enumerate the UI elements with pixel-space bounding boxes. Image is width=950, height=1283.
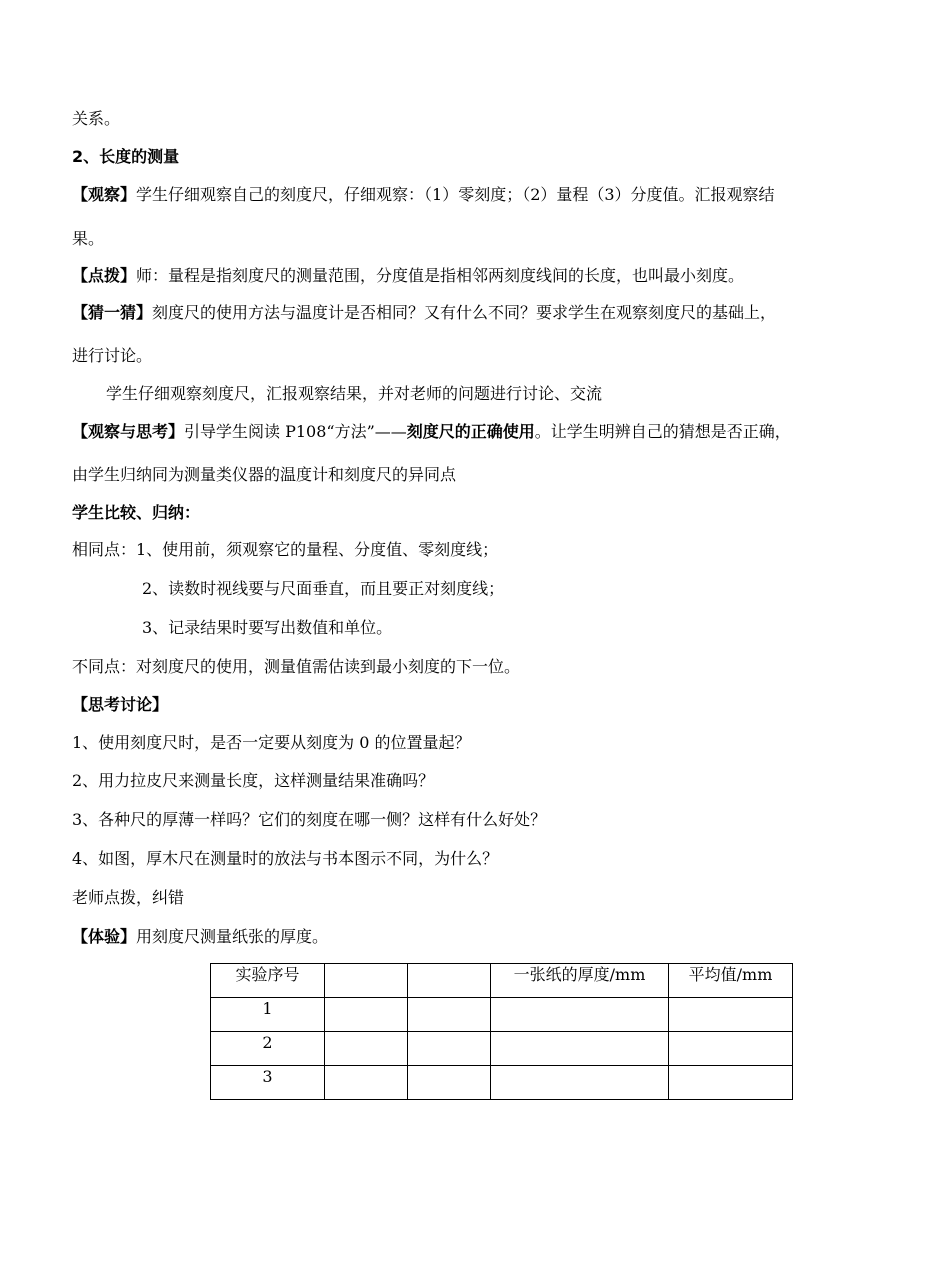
text-line: 进行讨论。 [72,346,153,365]
table-cell [491,1066,669,1100]
text-line: 相同点：1、使用前，须观察它的量程、分度值、零刻度线； [72,540,499,559]
table-cell [669,998,793,1032]
list-item: 1、使用刻度尺时，是否一定要从刻度为 0 的位置量起？ [72,733,471,752]
text-line: 学生仔细观察刻度尺，汇报观察结果，并对老师的问题进行讨论、交流 [106,384,603,403]
paragraph-guess [72,303,776,323]
text-line: 老师点拨，纠错 [72,888,185,907]
paragraph-text: 用刻度尺测量纸张的厚度。 [136,927,329,946]
paragraph-text: 学生仔细观察自己的刻度尺，仔细观察：（1）零刻度；（2）量程（3）分度值。汇报观察结 [136,185,775,204]
tag-label: 【观察与思考】 [72,422,185,441]
table-cell [325,1066,408,1100]
section-heading: 【思考讨论】 [72,695,169,714]
table-row [211,1032,793,1066]
paragraph-text: 引导学生阅读 P108“方法”—— [184,422,407,441]
table-cell: 3 [211,1066,325,1100]
table-header-row [211,964,793,998]
text-line: 3、记录结果时要写出数值和单位。 [142,618,393,637]
text-line: 果。 [72,229,105,248]
table-cell [491,998,669,1032]
text-line: 2、读数时视线要与尺面垂直，而且要正对刻度线； [142,579,505,598]
text-line: 关系。 [72,109,121,128]
table-header-cell [408,964,491,998]
table-cell [491,1032,669,1066]
table-header-cell: 平均值/mm [669,964,793,998]
table-cell [325,998,408,1032]
paragraph-experience [72,927,328,947]
paragraph-text: 刻度尺的使用方法与温度计是否相同？又有什么不同？要求学生在观察刻度尺的基础上， [152,303,777,322]
paragraph-hint [72,266,744,286]
tag-label: 【体验】 [72,927,137,946]
table-cell [669,1066,793,1100]
table-cell [408,998,491,1032]
tag-label: 【点拨】 [72,266,137,285]
list-item: 2、用力拉皮尺来测量长度，这样测量结果准确吗？ [72,771,435,790]
paragraph-text: 师：量程是指刻度尺的测量范围，分度值是指相邻两刻度线间的长度，也叫最小刻度。 [136,266,745,285]
paragraph-observe-think [72,422,791,442]
list-item: 4、如图，厚木尺在测量时的放法与书本图示不同，为什么？ [72,849,499,868]
table-cell [669,1032,793,1066]
tag-label: 【观察】 [72,185,137,204]
table-cell [408,1032,491,1066]
table-header-cell: 实验序号 [211,964,325,998]
table-cell [325,1032,408,1066]
paragraph-text: 。让学生明辨自己的猜想是否正确， [534,422,791,441]
table-cell [408,1066,491,1100]
paragraph-observe [72,185,775,205]
tag-label: 【猜一猜】 [72,303,153,322]
table-header-cell: 一张纸的厚度/mm [491,964,669,998]
table-row [211,998,793,1032]
table-cell: 1 [211,998,325,1032]
text-line: 由学生归纳同为测量类仪器的温度计和刻度尺的异同点 [72,465,457,484]
table-cell: 2 [211,1032,325,1066]
section-heading: 2、长度的测量 [72,147,180,166]
table-row [211,1066,793,1100]
subheading: 学生比较、归纳： [72,503,201,522]
text-line: 不同点：对刻度尺的使用，测量值需估读到最小刻度的下一位。 [72,657,521,676]
table-header-cell [325,964,408,998]
measurement-table [210,963,793,1100]
list-item: 3、各种尺的厚薄一样吗？它们的刻度在哪一侧？这样有什么好处？ [72,810,547,829]
emphasis-text: 刻度尺的正确使用 [406,422,535,441]
